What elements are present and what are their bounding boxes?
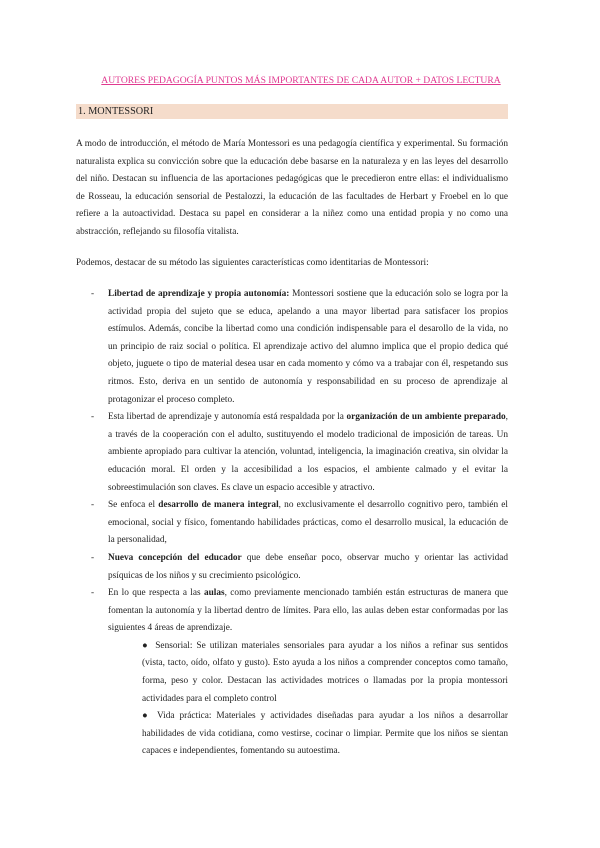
sub-list-item: ● Sensorial: Se utilizan materiales sensoriales para ayudar a los niños a refinar sus sentidos (vista, tacto, oído, olfato y gusto). Esto ayuda a los niños a comprender conceptos como tamaño, forma, peso y color. Destacan las actividades motrices o llamadas por la propia montessori actividades para el completo control	[142, 640, 508, 704]
bullet-bold-term: Nueva concepción del educador	[108, 552, 242, 563]
section-heading: 1. MONTESSORI	[76, 104, 508, 119]
list-item: - En lo que respecta a las aulas, como previamente mencionado también están estructuras de manera que fomentan la autonomía y la libertad dentro de límites. Para ello, las aulas deben estar conformadas por las siguientes 4 áreas de aprendizaje. ● Sensorial: Se utilizan materiales sensoriales para ayudar a los niños a refinar sus sentidos (vista, tacto, oído, olfato y gusto). Esto ayuda a los niños a comprender conceptos como tamaño, forma, peso y color. Destacan las actividades motrices o llamadas por la propia montessori actividades para el completo control ● Vida práctica: Materiales y actividades diseñadas para ayudar a los niños a desarrollar habilidades de vida cotidiana, como vestirse, cocinar o limpiar. Permite que los niños se sientan capaces e independientes, fomentando su autoestima.	[76, 585, 508, 761]
intro-paragraph: A modo de introducción, el método de María Montessori es una pedagogía científica y experimental. Su formación naturalista explica su convicción sobre que la educación debe basarse en la naturaleza y en las leyes del desarrollo del niño. Destacan su influencia de las aportaciones pedagógicas que le precedieron entre ellas: el individualismo de Rosseau, la educación sensorial de Pestalozzi, la educación de las facultades de Herbart y Froebel en lo que refiere a la autoactividad. Destaca su papel en considerar a la niñez como una entidad propia y no como una abstracción, reflejando su filosofía vitalista.	[76, 139, 508, 237]
document-title: AUTORES PEDAGOGÍA PUNTOS MÁS IMPORTANTES DE CADA AUTOR + DATOS LECTURA	[101, 75, 501, 86]
list-item: - Esta libertad de aprendizaje y autonomía está respaldada por la organización de un ambiente preparado, a través de la cooperación con el adulto, sustituyendo el modelo tradicional de imposición de tareas. Un ambiente apropiado para cultivar la atención, voluntad, inteligencia, la imaginación creativa, sin olvidar la educación moral. El orden y la accesibilidad a los espacios, el ambiente calmado y el evitar la sobreestimulación son claves. Es clave un espacio accesible y atractivo.	[76, 409, 508, 497]
bullet-dash: -	[91, 412, 95, 423]
bullet-bold-term: Libertad de aprendizaje y propia autonomía:	[108, 289, 290, 299]
bullet-dot-icon: ●	[142, 640, 150, 651]
bullet-dash: -	[91, 588, 95, 599]
bullet-bold-term: aulas	[203, 588, 225, 599]
bullet-dash: -	[91, 500, 95, 511]
list-item: - Nueva concepción del educador que debe enseñar poco, observar mucho y orientar las actividad psíquicas de los niños y su crecimiento psicológico.	[76, 550, 508, 585]
bullet-dash: -	[91, 552, 95, 563]
list-item: - Libertad de aprendizaje y propia autonomía: Montessori sostiene que la educación solo se logra por la actividad propia del sujeto que se educa, apelando a una mayor libertad para satisfacer los propios estímulos. Además, concibe la libertad como una condición indispensable para el desarollo de la vida, no un principio de raiz social o política. El aprendizaje activo del alumno implica que el propio dedica qué objeto, juguete o tipo de material desea usar en cada momento y cómo va a trabajar con él, respetando sus ritmos. Esto, deriva en un sentido de autonomía y responsabilidad en su proceso de aprendizaje al protagonizar el proceso completo.	[76, 286, 508, 409]
learning-areas-list	[108, 638, 508, 761]
bullet-dash: -	[91, 289, 95, 299]
lead-paragraph: Podemos, destacar de su método las siguientes características como identitarias de Montessori:	[76, 258, 429, 268]
characteristics-list	[76, 286, 508, 761]
bullet-bold-term: desarrollo de manera integral	[158, 500, 279, 511]
bullet-dot-icon: ●	[142, 711, 151, 722]
sub-list-item: ● Vida práctica: Materiales y actividades diseñadas para ayudar a los niños a desarrollar habilidades de vida cotidiana, como vestirse, cocinar o limpiar. Permite que los niños se sientan capaces e independientes, fomentando su autoestima.	[142, 711, 508, 757]
list-item: - Se enfoca el desarrollo de manera integral, no exclusivamente el desarrollo cognitivo pero, también el emocional, social y físico, fomentando habilidades prácticas, como el desarrollo musical, la educación de la personalidad,	[76, 497, 508, 550]
bullet-bold-term: organización de un ambiente preparado	[346, 412, 506, 423]
